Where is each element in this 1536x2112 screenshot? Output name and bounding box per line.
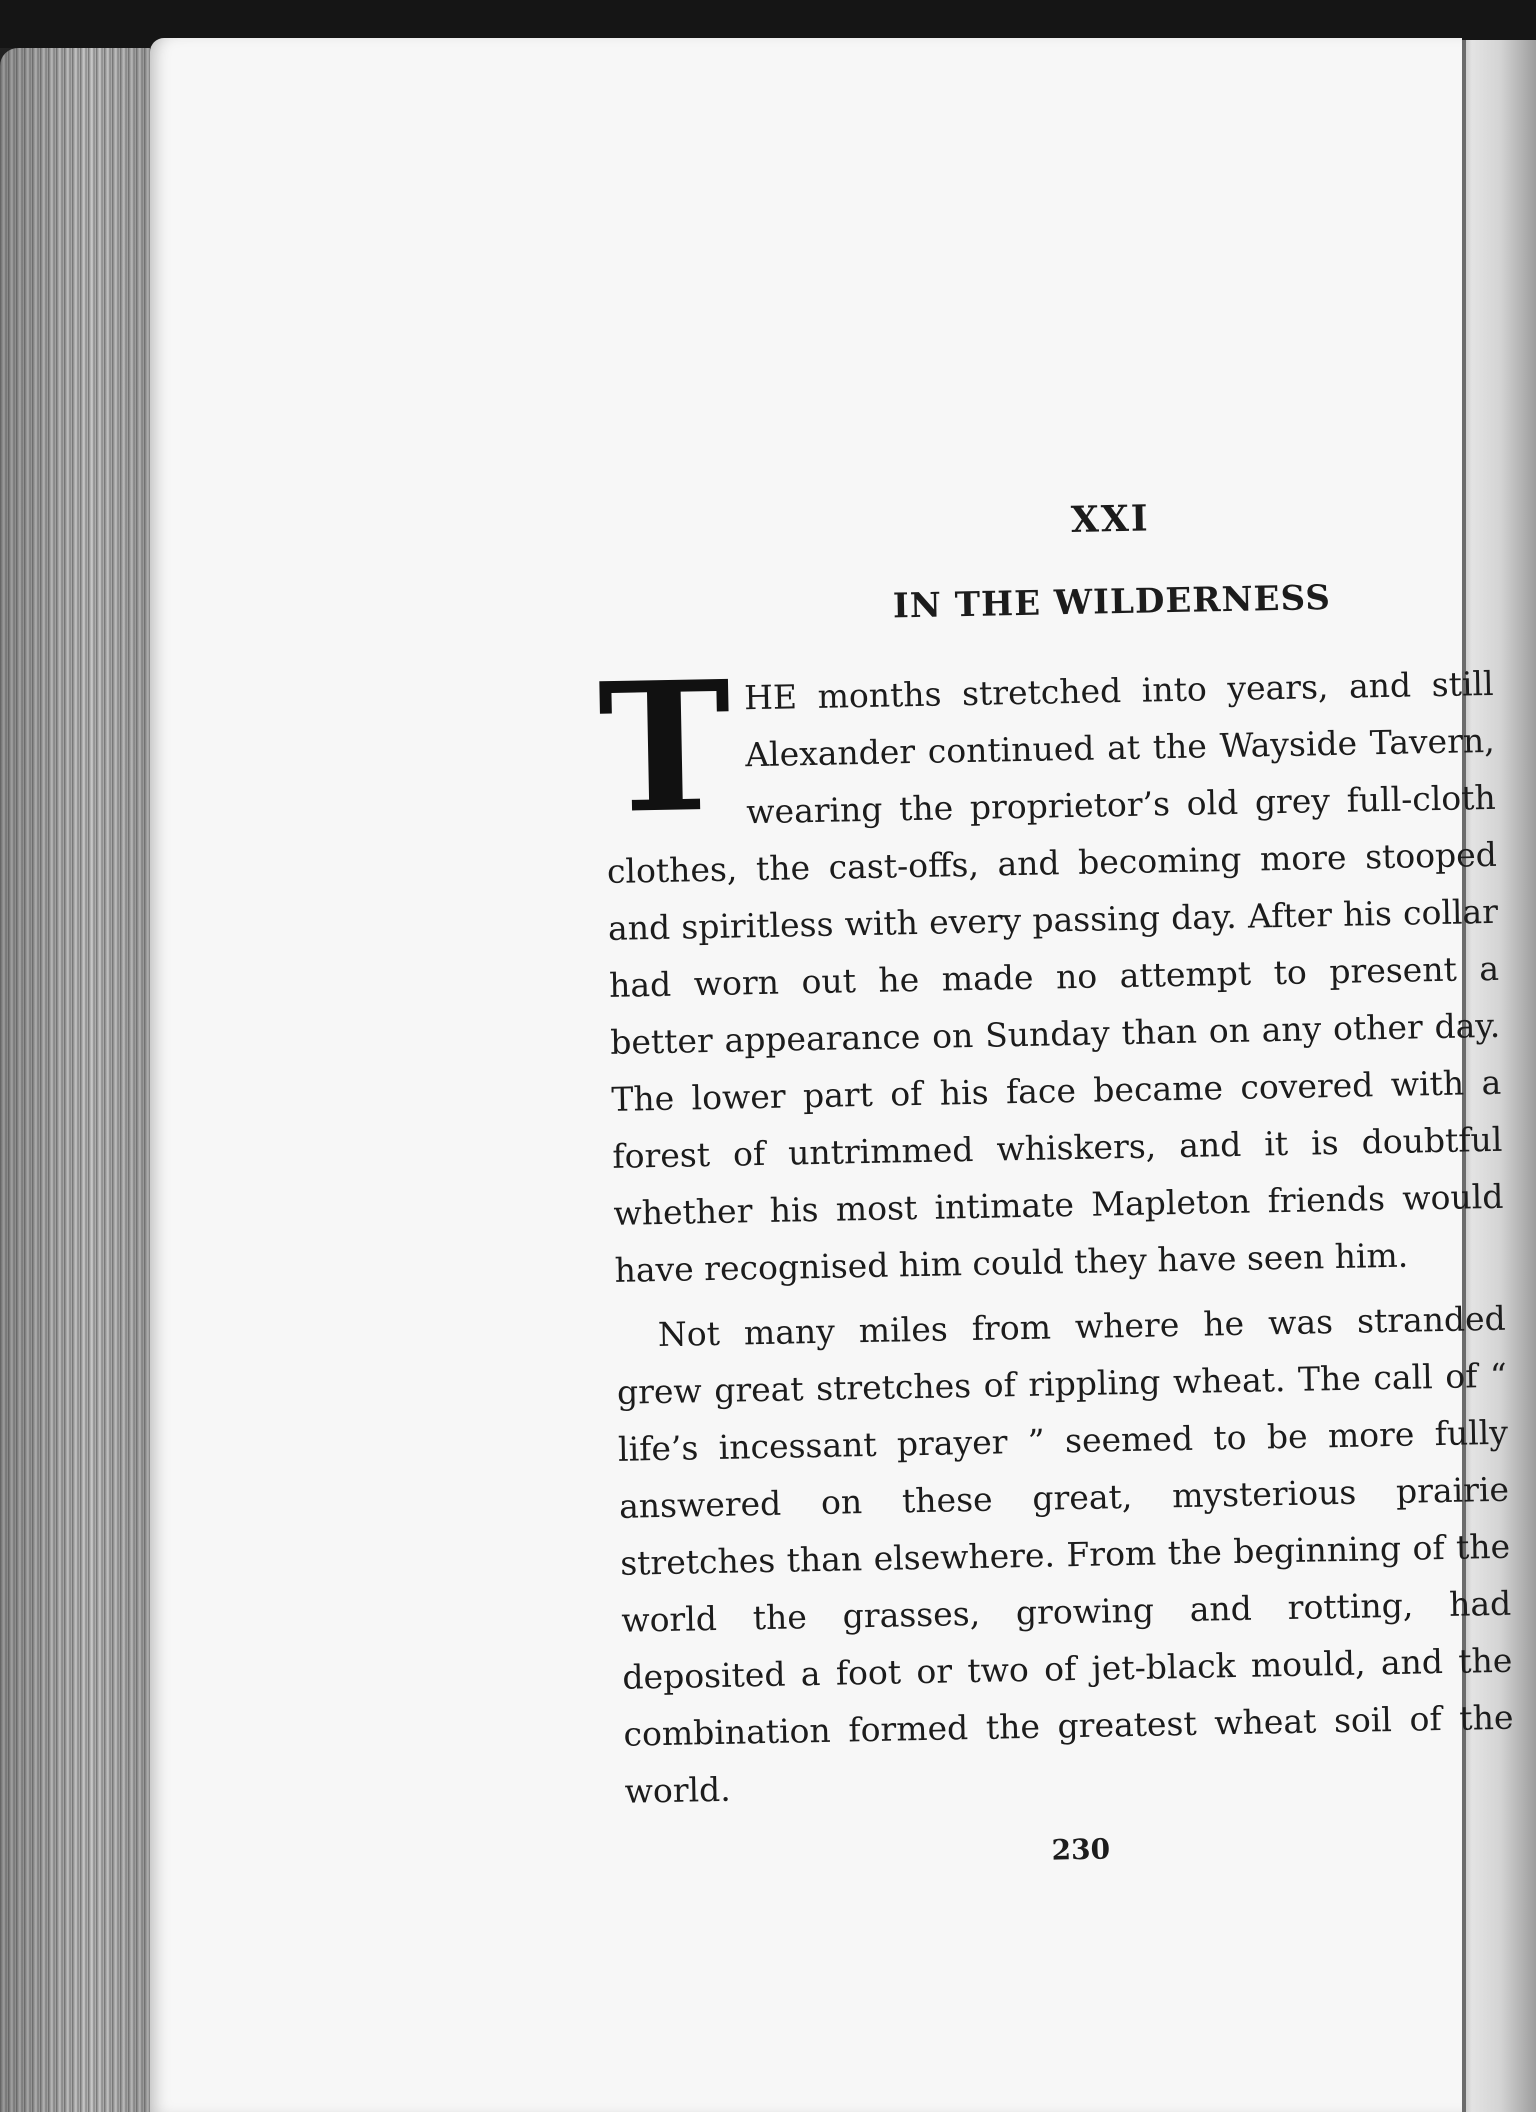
page-number: 230 [1051, 1832, 1111, 1867]
page-text-block [596, 491, 1516, 1875]
drop-cap: T [596, 641, 734, 854]
paragraph-2: Not many miles from where he was stranded grew great stretches of rippling wheat. The call of “ life’s incessant prayer ” seemed to be more fully answered on these great, mysterious prairie stretches than elsewhere. From the beginning of the world the grasses, growing and rotting, had deposited a foot or two of jet-black mould, and the combination formed the greatest wheat soil of the world. [616, 1298, 1514, 1811]
chapter-number: XXI [1070, 497, 1151, 541]
paragraph-1 [596, 641, 1505, 1299]
chapter-title: IN THE WILDERNESS [892, 577, 1332, 627]
paragraph-1-text: HE months stretched into years, and still Alexander continued at the Wayside Tavern, wearing the proprietor’s old grey full-cloth clothes, the cast-offs, and becoming more stooped and spiritless with every passing day. After his collar had worn out he made no attempt to present a better appearance on Sunday than on any other day. The lower part of his face became covered with a forest of untrimmed whiskers, and it is doubtful whether his most intimate Mapleton friends would have recognised him could they have seen him. [606, 663, 1504, 1290]
book-page [150, 38, 1514, 2112]
left-page-edges-shade [0, 48, 150, 2112]
